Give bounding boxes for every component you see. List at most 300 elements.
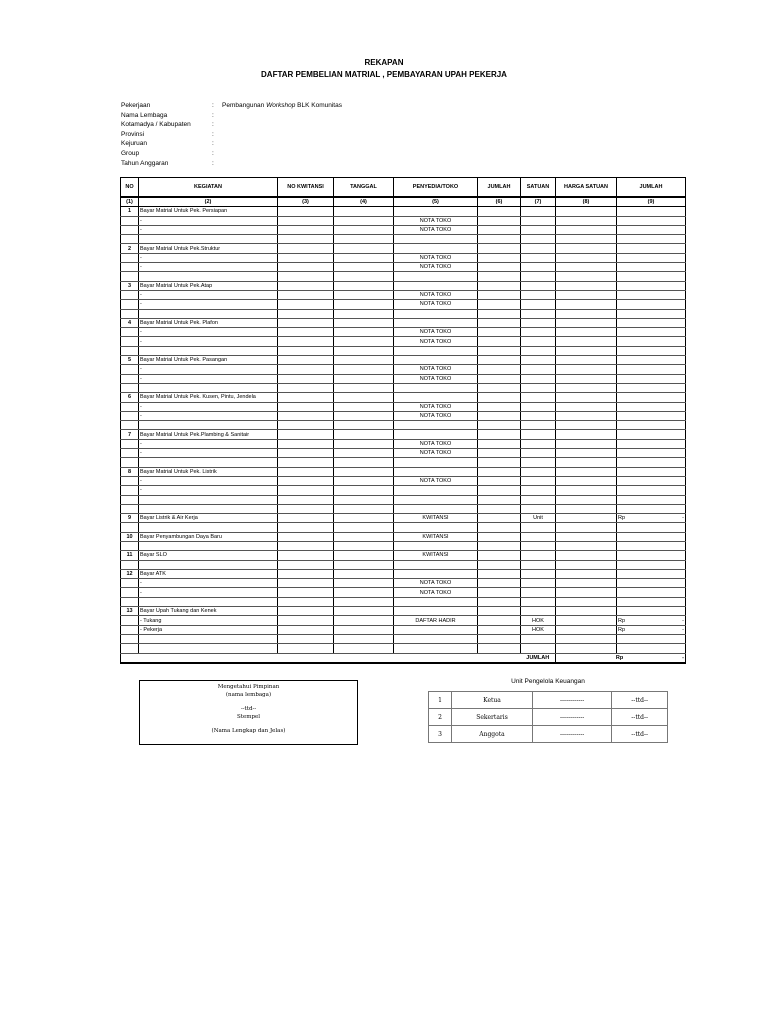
row-jumlah — [478, 253, 521, 262]
row-harga — [556, 263, 617, 272]
row-penyedia — [394, 430, 478, 439]
row-total — [617, 263, 686, 272]
table-row — [121, 328, 686, 337]
row-kwitansi — [278, 634, 334, 643]
row-harga — [556, 402, 617, 411]
table-row — [121, 337, 686, 346]
row-total — [617, 504, 686, 513]
table-row — [121, 560, 686, 569]
row-kwitansi — [278, 263, 334, 272]
row-penyedia: NOTA TOKO — [394, 411, 478, 420]
row-tanggal — [334, 216, 394, 225]
row-total — [617, 244, 686, 253]
row-kwitansi — [278, 523, 334, 532]
row-total — [617, 458, 686, 467]
table-row — [121, 393, 686, 402]
row-kegiatan: - — [139, 216, 278, 225]
column-header: KEGIATAN — [139, 178, 278, 198]
row-harga — [556, 244, 617, 253]
row-kwitansi — [278, 383, 334, 392]
row-penyedia: NOTA TOKO — [394, 337, 478, 346]
row-satuan — [521, 551, 556, 560]
total-label: JUMLAH — [521, 653, 556, 663]
row-kwitansi — [278, 300, 334, 309]
table-row — [121, 421, 686, 430]
row-penyedia — [394, 458, 478, 467]
row-satuan — [521, 300, 556, 309]
row-satuan — [521, 263, 556, 272]
row-tanggal — [334, 449, 394, 458]
column-number-row — [121, 197, 686, 207]
row-harga — [556, 430, 617, 439]
row-total — [617, 569, 686, 578]
row-penyedia — [394, 607, 478, 616]
row-total — [617, 476, 686, 485]
row-tanggal — [334, 560, 394, 569]
row-penyedia: NOTA TOKO — [394, 328, 478, 337]
approval-box — [139, 680, 358, 745]
row-kegiatan: - — [139, 337, 278, 346]
row-tanggal — [334, 337, 394, 346]
upk-row — [429, 709, 668, 726]
row-jumlah — [478, 607, 521, 616]
upk-signature: --ttd-- — [612, 709, 668, 726]
row-number — [121, 253, 139, 262]
row-number: 3 — [121, 281, 139, 290]
rekap-table — [120, 177, 686, 664]
row-satuan — [521, 272, 556, 281]
row-number — [121, 486, 139, 495]
row-kegiatan: Bayar Listrik & Air Kerja — [139, 514, 278, 523]
table-row — [121, 374, 686, 383]
row-harga — [556, 495, 617, 504]
column-number: (3) — [278, 197, 334, 207]
row-tanggal — [334, 551, 394, 560]
row-harga — [556, 235, 617, 244]
row-kwitansi — [278, 225, 334, 234]
row-penyedia: NOTA TOKO — [394, 263, 478, 272]
table-row — [121, 616, 686, 625]
row-total — [617, 253, 686, 262]
table-row — [121, 514, 686, 523]
info-sep: : — [212, 111, 214, 119]
row-jumlah — [478, 263, 521, 272]
row-satuan — [521, 244, 556, 253]
row-kegiatan — [139, 541, 278, 550]
row-number — [121, 588, 139, 597]
row-harga — [556, 458, 617, 467]
table-row — [121, 523, 686, 532]
row-harga — [556, 281, 617, 290]
column-header: HARGA SATUAN — [556, 178, 617, 198]
row-satuan — [521, 458, 556, 467]
total-value — [556, 653, 686, 663]
row-total — [617, 328, 686, 337]
row-harga — [556, 467, 617, 476]
row-kegiatan: - — [139, 300, 278, 309]
row-kwitansi — [278, 514, 334, 523]
row-jumlah — [478, 207, 521, 216]
row-satuan — [521, 216, 556, 225]
row-number — [121, 616, 139, 625]
row-kwitansi — [278, 504, 334, 513]
row-jumlah — [478, 337, 521, 346]
row-total — [617, 374, 686, 383]
row-kwitansi — [278, 356, 334, 365]
upk-name-blank: ------------ — [533, 726, 612, 743]
upk-role: Ketua — [452, 692, 533, 709]
row-number — [121, 365, 139, 374]
row-total — [617, 588, 686, 597]
row-tanggal — [334, 523, 394, 532]
table-row — [121, 411, 686, 420]
row-penyedia: NOTA TOKO — [394, 365, 478, 374]
row-tanggal — [334, 263, 394, 272]
row-jumlah — [478, 225, 521, 234]
row-kegiatan: - — [139, 449, 278, 458]
row-kegiatan — [139, 504, 278, 513]
row-kegiatan — [139, 421, 278, 430]
row-total — [617, 383, 686, 392]
row-harga — [556, 393, 617, 402]
upk-number: 2 — [429, 709, 452, 726]
row-penyedia — [394, 346, 478, 355]
row-satuan — [521, 476, 556, 485]
row-number — [121, 374, 139, 383]
row-jumlah — [478, 644, 521, 653]
info-row — [121, 111, 342, 121]
row-kwitansi — [278, 607, 334, 616]
row-total — [617, 625, 686, 634]
row-kegiatan — [139, 495, 278, 504]
row-kegiatan — [139, 309, 278, 318]
row-penyedia: KWITANSI — [394, 532, 478, 541]
row-jumlah — [478, 290, 521, 299]
row-satuan — [521, 467, 556, 476]
row-tanggal — [334, 225, 394, 234]
row-number — [121, 541, 139, 550]
row-total — [617, 560, 686, 569]
row-kegiatan — [139, 560, 278, 569]
row-total — [617, 225, 686, 234]
row-total — [617, 449, 686, 458]
row-satuan: HOK — [521, 616, 556, 625]
row-satuan — [521, 346, 556, 355]
row-jumlah — [478, 560, 521, 569]
row-harga — [556, 216, 617, 225]
column-number: (4) — [334, 197, 394, 207]
row-number — [121, 579, 139, 588]
row-kwitansi — [278, 290, 334, 299]
row-total — [617, 300, 686, 309]
row-satuan — [521, 449, 556, 458]
row-tanggal — [334, 476, 394, 485]
row-satuan — [521, 225, 556, 234]
row-penyedia: NOTA TOKO — [394, 216, 478, 225]
row-penyedia — [394, 597, 478, 606]
row-tanggal — [334, 374, 394, 383]
row-harga — [556, 421, 617, 430]
row-jumlah — [478, 328, 521, 337]
column-number: (5) — [394, 197, 478, 207]
row-tanggal — [334, 532, 394, 541]
row-number — [121, 328, 139, 337]
row-penyedia — [394, 495, 478, 504]
row-harga — [556, 253, 617, 262]
row-harga — [556, 486, 617, 495]
row-harga — [556, 290, 617, 299]
column-number: (8) — [556, 197, 617, 207]
row-number: 2 — [121, 244, 139, 253]
row-satuan — [521, 393, 556, 402]
table-row — [121, 541, 686, 550]
row-kwitansi — [278, 365, 334, 374]
row-penyedia: DAFTAR HADIR — [394, 616, 478, 625]
total-row — [121, 653, 686, 663]
row-penyedia — [394, 625, 478, 634]
table-header-row — [121, 178, 686, 198]
row-penyedia — [394, 393, 478, 402]
row-jumlah — [478, 216, 521, 225]
row-satuan — [521, 439, 556, 448]
row-kegiatan: - — [139, 476, 278, 485]
row-kwitansi — [278, 430, 334, 439]
row-harga — [556, 514, 617, 523]
row-penyedia: NOTA TOKO — [394, 290, 478, 299]
row-number: 10 — [121, 532, 139, 541]
row-tanggal — [334, 272, 394, 281]
info-label: Provinsi — [121, 130, 145, 138]
row-tanggal — [334, 365, 394, 374]
row-satuan: Unit — [521, 514, 556, 523]
row-number — [121, 290, 139, 299]
row-kwitansi — [278, 467, 334, 476]
row-penyedia — [394, 504, 478, 513]
row-harga — [556, 207, 617, 216]
row-kegiatan — [139, 597, 278, 606]
row-satuan — [521, 486, 556, 495]
row-satuan — [521, 644, 556, 653]
column-header: JUMLAH — [617, 178, 686, 198]
info-value — [222, 101, 342, 111]
row-harga — [556, 318, 617, 327]
row-total — [617, 356, 686, 365]
row-harga — [556, 569, 617, 578]
info-value-text: Pembangunan — [222, 102, 267, 109]
row-harga — [556, 449, 617, 458]
row-penyedia: NOTA TOKO — [394, 402, 478, 411]
row-kwitansi — [278, 476, 334, 485]
table-row — [121, 318, 686, 327]
row-kegiatan: Bayar Matrial Untuk Pek. Listrik — [139, 467, 278, 476]
row-penyedia — [394, 244, 478, 253]
row-kwitansi — [278, 560, 334, 569]
row-harga — [556, 225, 617, 234]
approval-stamp: Stempel — [237, 713, 260, 720]
row-penyedia — [394, 281, 478, 290]
row-tanggal — [334, 616, 394, 625]
row-kwitansi — [278, 374, 334, 383]
row-harga — [556, 411, 617, 420]
row-harga — [556, 309, 617, 318]
row-number — [121, 458, 139, 467]
upk-table — [428, 691, 668, 743]
row-tanggal — [334, 514, 394, 523]
row-number: 8 — [121, 467, 139, 476]
row-total — [617, 346, 686, 355]
row-tanggal — [334, 300, 394, 309]
row-kwitansi — [278, 588, 334, 597]
row-number — [121, 411, 139, 420]
row-kwitansi — [278, 532, 334, 541]
row-satuan — [521, 532, 556, 541]
row-harga — [556, 272, 617, 281]
row-kegiatan: - — [139, 486, 278, 495]
table-row — [121, 486, 686, 495]
row-tanggal — [334, 402, 394, 411]
row-number: 12 — [121, 569, 139, 578]
row-satuan — [521, 541, 556, 550]
row-kegiatan — [139, 644, 278, 653]
row-penyedia — [394, 569, 478, 578]
table-row — [121, 290, 686, 299]
table-row — [121, 346, 686, 355]
info-block — [121, 101, 342, 168]
row-tanggal — [334, 411, 394, 420]
column-header: NO KWITANSI — [278, 178, 334, 198]
row-kwitansi — [278, 551, 334, 560]
row-tanggal — [334, 356, 394, 365]
approval-line2: (nama lembaga) — [225, 691, 272, 698]
upk-name-blank: ------------ — [533, 709, 612, 726]
row-number: 4 — [121, 318, 139, 327]
info-sep: : — [212, 149, 214, 157]
table-row — [121, 235, 686, 244]
row-total — [617, 411, 686, 420]
row-number: 11 — [121, 551, 139, 560]
row-harga — [556, 374, 617, 383]
table-row — [121, 634, 686, 643]
row-tanggal — [334, 495, 394, 504]
row-total — [617, 272, 686, 281]
row-rp: Rp — [618, 515, 626, 522]
table-row — [121, 449, 686, 458]
row-number — [121, 495, 139, 504]
row-kwitansi — [278, 597, 334, 606]
upk-role: Anggota — [452, 726, 533, 743]
row-penyedia — [394, 383, 478, 392]
row-penyedia: NOTA TOKO — [394, 374, 478, 383]
row-kegiatan: - Tukang — [139, 616, 278, 625]
row-harga — [556, 625, 617, 634]
info-label: Tahun Anggaran — [121, 159, 169, 167]
info-sep: : — [212, 102, 214, 109]
row-kegiatan — [139, 346, 278, 355]
row-number — [121, 476, 139, 485]
row-total — [617, 365, 686, 374]
row-jumlah — [478, 588, 521, 597]
row-tanggal — [334, 486, 394, 495]
upk-number: 1 — [429, 692, 452, 709]
row-harga — [556, 365, 617, 374]
table-row — [121, 225, 686, 234]
row-satuan — [521, 281, 556, 290]
row-jumlah — [478, 486, 521, 495]
row-harga — [556, 579, 617, 588]
row-satuan — [521, 207, 556, 216]
row-number: 1 — [121, 207, 139, 216]
row-kegiatan: Bayar Upah Tukang dan Kenek — [139, 607, 278, 616]
row-tanggal — [334, 421, 394, 430]
row-harga — [556, 328, 617, 337]
row-tanggal — [334, 281, 394, 290]
row-number — [121, 597, 139, 606]
row-number — [121, 309, 139, 318]
row-number: 13 — [121, 607, 139, 616]
row-satuan — [521, 253, 556, 262]
row-total — [617, 467, 686, 476]
upk-role: Sekertaris — [452, 709, 533, 726]
row-satuan: HOK — [521, 625, 556, 634]
row-harga — [556, 356, 617, 365]
row-jumlah — [478, 597, 521, 606]
row-kwitansi — [278, 346, 334, 355]
row-kegiatan: Bayar Matrial Untuk Pek.Atap — [139, 281, 278, 290]
total-spacer — [121, 653, 521, 663]
table-row — [121, 532, 686, 541]
info-sep: : — [212, 130, 214, 138]
table-row — [121, 569, 686, 578]
upk-number: 3 — [429, 726, 452, 743]
row-harga — [556, 616, 617, 625]
row-total — [617, 616, 686, 625]
row-dash: - — [682, 626, 684, 633]
upk-signature: --ttd-- — [612, 726, 668, 743]
info-label: Pekerjaan — [121, 102, 151, 109]
table-row — [121, 216, 686, 225]
info-row — [121, 149, 342, 159]
row-tanggal — [334, 588, 394, 597]
row-kegiatan: - — [139, 402, 278, 411]
row-jumlah — [478, 281, 521, 290]
row-satuan — [521, 504, 556, 513]
approval-name: (Nama Lengkap dan Jelas) — [211, 728, 286, 734]
row-kwitansi — [278, 244, 334, 253]
row-jumlah — [478, 421, 521, 430]
row-kegiatan: - — [139, 225, 278, 234]
row-satuan — [521, 383, 556, 392]
row-number — [121, 439, 139, 448]
row-harga — [556, 504, 617, 513]
row-total — [617, 523, 686, 532]
info-label: Group — [121, 149, 140, 157]
row-jumlah — [478, 504, 521, 513]
row-kegiatan: Bayar SLO — [139, 551, 278, 560]
row-jumlah — [478, 383, 521, 392]
row-kwitansi — [278, 458, 334, 467]
row-tanggal — [334, 541, 394, 550]
row-satuan — [521, 374, 556, 383]
row-kwitansi — [278, 486, 334, 495]
row-jumlah — [478, 495, 521, 504]
row-total — [617, 579, 686, 588]
row-harga — [556, 300, 617, 309]
row-tanggal — [334, 569, 394, 578]
row-satuan — [521, 523, 556, 532]
info-row — [121, 120, 342, 130]
row-harga — [556, 588, 617, 597]
row-satuan — [521, 337, 556, 346]
